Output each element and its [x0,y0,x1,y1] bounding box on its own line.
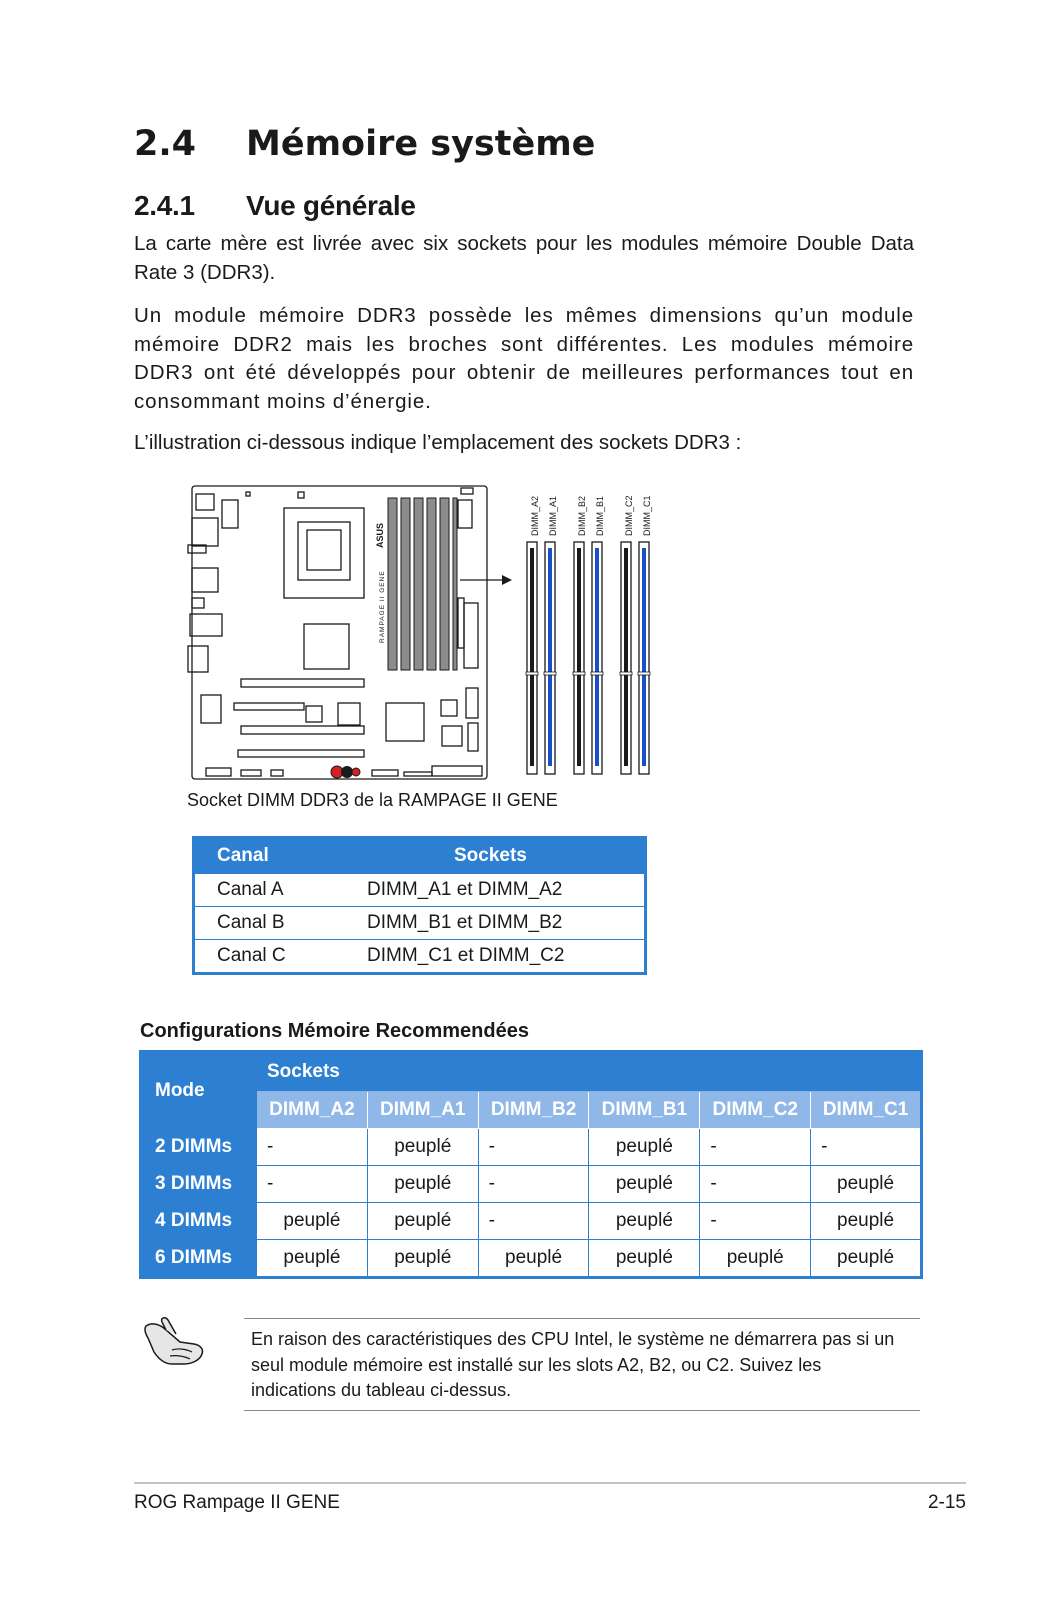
section-title [134,124,595,164]
row-mode: 4 DIMMs [141,1203,257,1240]
col-dimm-c1: DIMM_C1 [811,1092,922,1129]
cell: - [478,1166,589,1203]
reset-button [341,766,353,778]
channel-sockets: DIMM_A1 et DIMM_A2 [367,874,646,907]
col-dimm-b1: DIMM_B1 [589,1092,700,1129]
note-top-rule [244,1318,920,1319]
cell: peuplé [367,1129,478,1166]
dimm-slot-a2 [527,542,537,774]
subsection-number: 2.4.1 [134,190,195,221]
dimm-label-b1: DIMM_B1 [595,495,605,536]
col-dimm-b2: DIMM_B2 [478,1092,589,1129]
dimm-label-c2: DIMM_C2 [624,495,634,536]
dimm-slot-b1 [592,542,602,774]
channel-sockets: DIMM_C1 et DIMM_C2 [367,940,646,974]
table-row [141,1166,922,1203]
mode-header: Mode [141,1052,257,1129]
section-title-text: Mémoire système [246,124,596,164]
cell: peuplé [589,1129,700,1166]
board-dimm-slots [388,498,457,670]
channel-name: Canal C [194,940,368,974]
cell: peuplé [811,1166,922,1203]
col-dimm-a1: DIMM_A1 [367,1092,478,1129]
note-text: En raison des caractéristiques des CPU Intel, le système ne démarrera pas si un seul module mémoire est installé sur les slots A2, B2, ou C2. Suivez les indications du tableau ci-dessus. [251,1329,895,1400]
section-number: 2.4 [134,124,197,164]
dimm-column-headers [141,1092,922,1129]
hand-note-icon [142,1316,208,1370]
col-dimm-c2: DIMM_C2 [700,1092,811,1129]
table-row [141,1203,922,1240]
channel-name: Canal A [194,874,368,907]
table-row [194,907,646,940]
paragraph-intro: La carte mère est livrée avec six sockets pour les modules mémoire Double Data Rate 3 (DDR3). [134,232,914,284]
dimm-label-b2: DIMM_B2 [577,495,587,536]
note-bottom-rule [244,1410,920,1411]
paragraph-illustration: L’illustration ci-dessous indique l’emplacement des sockets DDR3 : [134,431,742,454]
table-row [141,1240,922,1278]
cell: - [478,1203,589,1240]
cell: peuplé [367,1166,478,1203]
subsection-title-text: Vue générale [246,190,416,221]
row-mode: 3 DIMMs [141,1166,257,1203]
channel-table-header [194,838,646,874]
table-row [194,940,646,974]
table-row [141,1129,922,1166]
channel-name: Canal B [194,907,368,940]
row-mode: 2 DIMMs [141,1129,257,1166]
figure-caption: Socket DIMM DDR3 de la RAMPAGE II GENE [187,790,558,810]
col-dimm-a2: DIMM_A2 [257,1092,368,1129]
subsection-title [134,190,416,222]
board-model-label: RAMPAGE II GENE [379,570,386,643]
cell: - [811,1129,922,1166]
config-table [139,1050,923,1279]
cell: peuplé [589,1166,700,1203]
row-mode: 6 DIMMs [141,1240,257,1278]
dimm-label-c1: DIMM_C1 [642,495,652,536]
footer-product: ROG Rampage II GENE [134,1492,340,1513]
table-row [194,874,646,907]
dimm-label-a2: DIMM_A2 [530,495,540,536]
cell: peuplé [589,1203,700,1240]
header-canal: Canal [194,838,368,874]
config-title: Configurations Mémoire Recommendées [140,1020,529,1042]
cell: peuplé [700,1240,811,1278]
dimm-label-a1: DIMM_A1 [548,495,558,536]
cell: peuplé [478,1240,589,1278]
cell: - [478,1129,589,1166]
sockets-header: Sockets [257,1052,922,1092]
page-number: 2-15 [927,1492,966,1513]
paragraph-ddr3: Un module mémoire DDR3 possède les mêmes dimensions qu’un module mémoire DDR2 mais les broches sont différentes. Les modules mémoire DDR3 ont été développés pour obtenir de meilleures performances tout en consommant moins d’énergie. [134,304,914,413]
dimm-slot-b2 [574,542,584,774]
cell: peuplé [811,1203,922,1240]
dimm-slot-a1 [545,542,555,774]
footer-rule [134,1482,966,1484]
cell: - [257,1129,368,1166]
header-sockets: Sockets [367,838,646,874]
motherboard-figure [186,478,666,783]
cell: peuplé [589,1240,700,1278]
cell: peuplé [367,1203,478,1240]
cell: - [700,1129,811,1166]
cell: peuplé [257,1240,368,1278]
cell: peuplé [257,1203,368,1240]
dimm-slot-c2 [621,542,631,774]
cell: peuplé [811,1240,922,1278]
channel-table [192,836,647,975]
channel-sockets: DIMM_B1 et DIMM_B2 [367,907,646,940]
dimm-slot-c1 [639,542,649,774]
cell: - [700,1203,811,1240]
board-logo: ASUS [375,522,385,548]
cell: - [700,1166,811,1203]
chipset [304,624,349,669]
cell: peuplé [367,1240,478,1278]
cell: - [257,1166,368,1203]
